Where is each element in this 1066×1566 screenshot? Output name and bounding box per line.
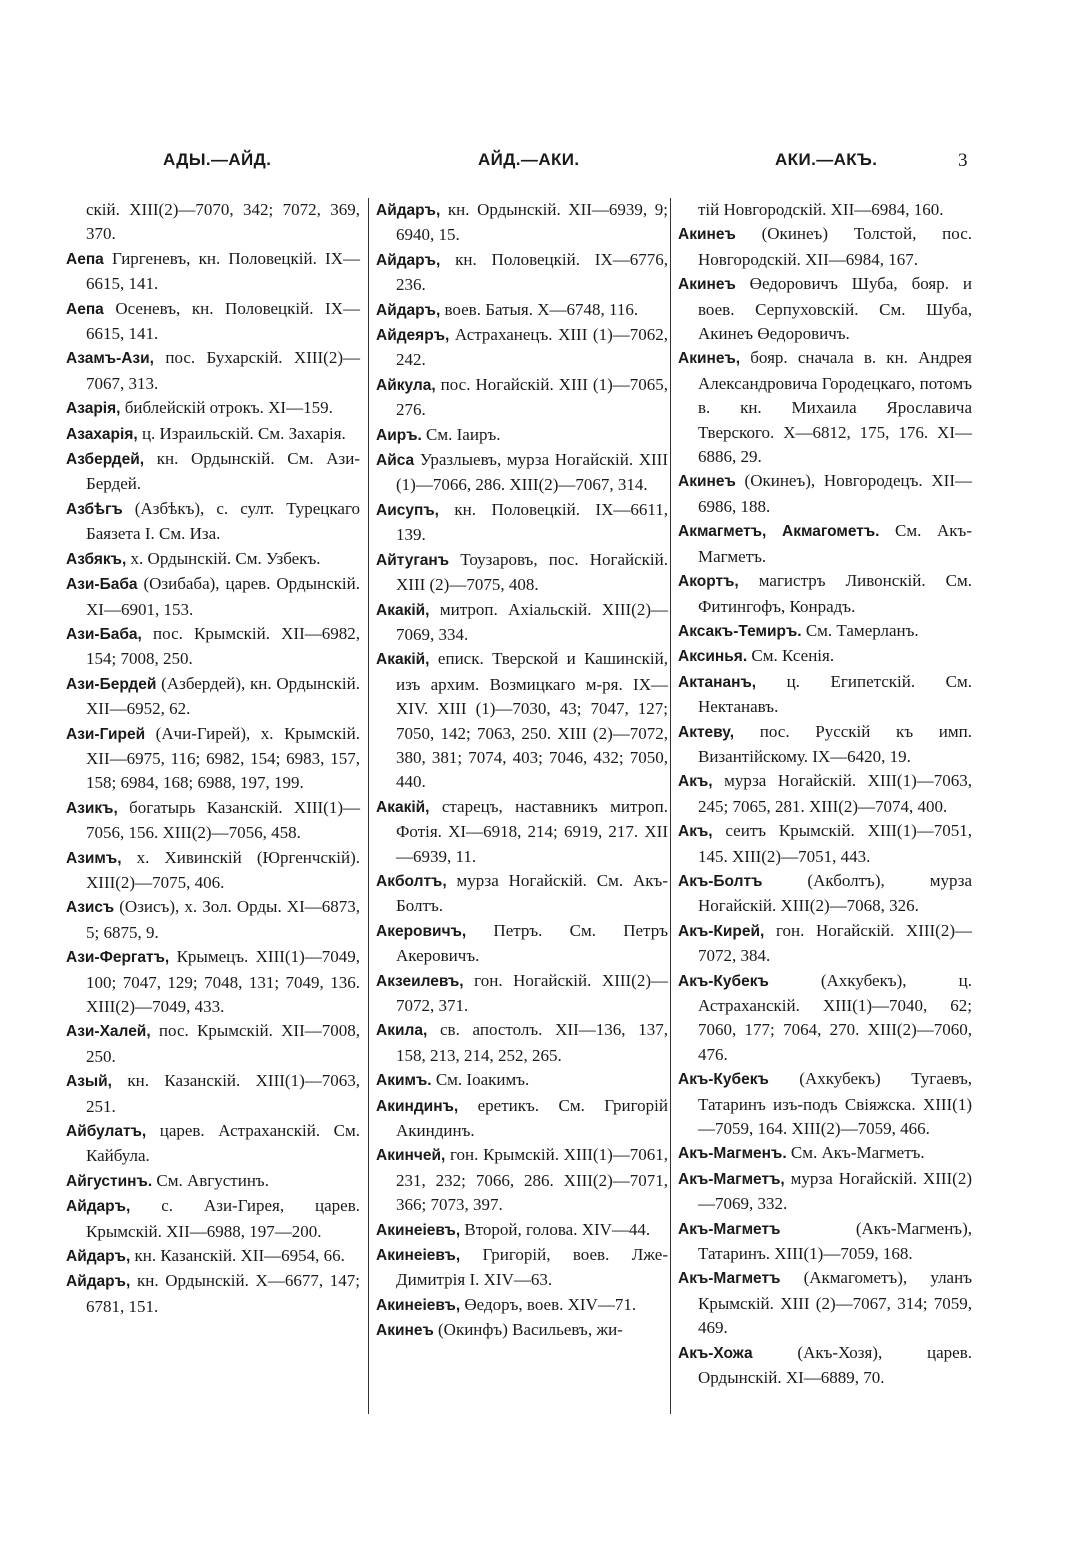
entry-text: (Окинеъ) Толстой, пос. Новгородскій. XII—6984, 167. — [698, 224, 972, 269]
entry-text: тій Новгородскій. XII—6984, 160. — [698, 200, 944, 219]
index-entry — [66, 1019, 360, 1069]
index-entry — [66, 1269, 360, 1319]
entry-text: кн. Половецкій. IX—6776, 236. — [396, 249, 668, 295]
entry-headword: Айдаръ, — [66, 1198, 131, 1216]
entry-headword: Акинеіевъ, — [376, 1247, 461, 1265]
entry-text: Крымецъ. XIII(1)—7049, 100; 7047, 129; 7048, 131; 7049, 136. XIII(2)—7049, 433. — [86, 947, 360, 1016]
index-entry — [376, 198, 668, 248]
entry-headword: Ази-Бердей — [66, 675, 157, 693]
entry-headword: Акъ-Кубекъ — [678, 972, 769, 990]
index-entry — [376, 298, 668, 323]
entry-text: кн. Ордынскій. X—6677, 147; 6781, 151. — [86, 1271, 360, 1316]
index-entry — [66, 422, 360, 447]
index-entry — [66, 346, 360, 396]
index-entry — [66, 572, 360, 622]
entry-text: кн. Казанскій. XII—6954, 66. — [130, 1246, 345, 1266]
index-entry-continuation — [678, 198, 972, 222]
entry-text: еписк. Тверской и Кашинскій, изъ архим. Возмицкаго м-ря. IX—XIV. XIII (1)—7030, 43; 7047, 127; 7050, 142; 7063, 250. XIII (2)—7072, 380, 381; 7074, 403; 7046, 432; 7050, 440. — [396, 649, 668, 792]
entry-headword: Акеровичъ, — [376, 922, 467, 940]
index-entry — [678, 1217, 972, 1267]
index-entry — [66, 622, 360, 672]
entry-text: См. Тамерланъ. — [801, 620, 919, 640]
entry-text: (Акъ-Магменъ), Татаринъ. XIII(1)—7059, 168. — [698, 1218, 972, 1264]
entry-text: богатырь Казанскій. XIII(1)—7056, 156. XIII(2)—7056, 458. — [86, 797, 360, 843]
entry-text: магистръ Ливонскій. См. Фитингофъ, Конрадъ. — [698, 571, 972, 616]
entry-headword: Акинеъ, — [678, 350, 741, 368]
entry-headword: Айбулатъ, — [66, 1123, 147, 1141]
index-entry — [66, 1069, 360, 1119]
index-entry — [66, 846, 360, 896]
entry-headword: Акъ, — [678, 823, 713, 841]
entry-headword: Азбердей, — [66, 451, 145, 469]
entry-text: Гиргеневъ, кн. Половецкій. IX—6615, 141. — [86, 248, 360, 294]
index-entry — [678, 519, 972, 569]
index-entry — [678, 1266, 972, 1340]
entry-headword: Акинеъ — [678, 276, 736, 294]
entry-headword: Акболтъ, — [376, 872, 447, 890]
entry-headword: Азикъ, — [66, 799, 118, 817]
entry-text: ц. Израильскій. См. Захарія. — [137, 423, 346, 443]
index-entry — [376, 1094, 668, 1144]
index-entry — [376, 248, 668, 298]
index-entry — [376, 869, 668, 919]
index-entry — [376, 1143, 668, 1217]
entry-text: Өедоръ, воев. XIV—71. — [460, 1294, 637, 1314]
entry-headword: Айса — [376, 452, 415, 470]
entry-headword: Айдаръ, — [66, 1273, 131, 1291]
entry-text: (Акмагометъ), уланъ Крымскій. XIII (2)—7067, 314; 7059, 469. — [698, 1268, 972, 1338]
entry-headword: Азахарія, — [66, 425, 138, 443]
running-head-left: АДЫ.—АЙД. — [163, 150, 272, 169]
entry-text: воев. Батыя. X—6748, 116. — [440, 299, 639, 319]
index-entry — [678, 346, 972, 469]
entry-headword: Акъ-Хожа — [678, 1344, 753, 1362]
entry-text: (Азбѣкъ), с. султ. Турецкаго Баязета I. См. Иза. — [86, 498, 360, 544]
entry-headword: Ази-Фергатъ, — [66, 949, 170, 967]
index-entry — [678, 644, 972, 669]
running-head — [0, 150, 1066, 176]
page-number: 3 — [958, 150, 968, 171]
entry-text: кн. Казанскій. XIII(1)—7063, 251. — [86, 1071, 360, 1116]
entry-text: ц. Египетскій. См. Нектанавъ. — [698, 671, 972, 717]
entry-headword: Акъ-Кубекъ — [678, 1071, 769, 1089]
index-entry — [66, 1169, 360, 1194]
entry-headword: Айдаръ, — [66, 1248, 131, 1266]
index-entry — [678, 469, 972, 519]
entry-headword: Акимъ. — [376, 1072, 432, 1090]
index-entry — [678, 869, 972, 919]
index-entry — [678, 569, 972, 619]
entry-headword: Акъ-Магметъ, — [678, 1170, 785, 1188]
entry-headword: Айдаръ, — [376, 251, 441, 269]
entry-headword: Акинеъ — [678, 473, 736, 491]
entry-text: еретикъ. См. Григорій Акиндинъ. — [396, 1095, 668, 1141]
entry-headword: Акортъ, — [678, 573, 739, 591]
entry-text: царев. Астраханскій. См. Кайбула. — [86, 1121, 360, 1166]
entry-headword: Акинеіевъ, — [376, 1296, 461, 1314]
index-entry — [678, 769, 972, 819]
entry-headword: Аксакъ-Темиръ. — [678, 622, 802, 640]
entry-text: См. Іаиръ. — [421, 424, 501, 444]
index-entry — [376, 647, 668, 794]
index-entry — [376, 423, 668, 448]
entry-text: мурза Ногайскій. XIII(2)—7069, 332. — [698, 1168, 972, 1214]
entry-text: библейскій отрокъ. XI—159. — [120, 398, 333, 418]
index-entry — [376, 1068, 668, 1093]
entry-headword: Аиръ. — [376, 426, 422, 444]
entry-text: Өедоровичъ Шуба, бояр. и воев. Серпуховскій. См. Шуба, Акинеъ Өедоровичъ. — [698, 274, 972, 344]
entry-text: бояр. сначала в. кн. Андрея Александровича Городецкаго, потомъ в. кн. Михаила Ярославича Тверского. X—6812, 175, 176. XI—6886, 29. — [698, 348, 972, 467]
index-entry — [376, 1018, 668, 1068]
entry-text: гон. Ногайскій. XIII(2)—7072, 371. — [396, 970, 668, 1015]
entry-text: (Озибаба), царев. Ордынскій. XI—6901, 153. — [86, 574, 360, 619]
entry-headword: Акиндинъ, — [376, 1097, 459, 1115]
index-entry — [376, 1243, 668, 1293]
entry-headword: Ази-Баба — [66, 576, 138, 594]
index-entry — [376, 498, 668, 548]
index-entry — [66, 247, 360, 297]
index-entry-continuation — [66, 198, 360, 247]
index-entry — [376, 1293, 668, 1318]
entry-text: См. Акъ-Магметъ. — [698, 521, 972, 566]
entry-text: скій. XIII(2)—7070, 342; 7072, 369, 370. — [86, 200, 360, 244]
entry-headword: Акъ-Магменъ. — [678, 1145, 787, 1163]
entry-headword: Азбѣгъ — [66, 500, 123, 518]
entry-text: пос. Ногайскій. XIII (1)—7065, 276. — [396, 374, 668, 420]
index-entry — [376, 373, 668, 423]
entry-text: См. Акъ-Магметъ. — [786, 1143, 925, 1163]
entry-text: См. Ксенія. — [747, 646, 835, 666]
entry-text: (Акъ-Хозя), царев. Ордынскій. XI—6889, 70. — [698, 1342, 972, 1388]
index-entry — [678, 819, 972, 869]
entry-headword: Аепа — [66, 250, 104, 268]
entry-text: кн. Ордынскій. XII—6939, 9; 6940, 15. — [396, 200, 668, 245]
entry-headword: Ази-Гирей — [66, 725, 146, 743]
index-entry — [678, 670, 972, 720]
entry-headword: Акинеъ — [376, 1322, 434, 1340]
entry-text: Петръ. См. Петръ Акеровичъ. — [396, 920, 668, 966]
entry-headword: Акинеіевъ, — [376, 1221, 461, 1239]
entry-headword: Айтуганъ — [376, 551, 450, 569]
index-entry — [66, 447, 360, 497]
entry-headword: Акъ, — [678, 773, 713, 791]
entry-headword: Айкула, — [376, 376, 436, 394]
column-divider — [368, 198, 369, 1414]
entry-text: (Акболтъ), мурза Ногайскій. XIII(2)—7068, 326. — [698, 870, 972, 916]
entry-text: (Окинеъ), Новгородецъ. XII—6986, 188. — [698, 471, 972, 516]
index-entry — [376, 919, 668, 969]
entry-headword: Акакій, — [376, 798, 430, 816]
index-entry — [376, 548, 668, 598]
entry-text: Астраханецъ. XIII (1)—7062, 242. — [396, 325, 668, 370]
entry-text: Уразлыевъ, мурза Ногайскій. XIII (1)—7066, 286. XIII(2)—7067, 314. — [396, 450, 668, 495]
entry-headword: Акакій, — [376, 651, 430, 669]
entry-headword: Азамъ-Ази, — [66, 350, 154, 368]
entry-text: х. Ордынскій. См. Узбекъ. — [126, 548, 321, 568]
entry-headword: Акъ-Магметъ — [678, 1220, 781, 1238]
entry-headword: Акъ-Магметъ — [678, 1270, 781, 1288]
index-entry — [678, 1341, 972, 1391]
index-entry — [66, 1119, 360, 1169]
entry-headword: Акинеъ — [678, 226, 736, 244]
entry-text: кн. Ордынскій. См. Ази-Бердей. — [86, 449, 360, 494]
entry-text: (Озисъ), х. Зол. Орды. XI—6873, 5; 6875, 9. — [86, 897, 360, 942]
index-entry — [66, 547, 360, 572]
entry-text: (Ахкубекъ) Тугаевъ, Татаринъ изъ-подъ Свіяжска. XIII(1)—7059, 164. XIII(2)—7059, 466. — [698, 1069, 972, 1139]
index-entry — [376, 795, 668, 869]
entry-headword: Аксинья. — [678, 648, 748, 666]
index-entry — [376, 323, 668, 373]
column-divider — [670, 198, 671, 1414]
entry-headword: Акакій, — [376, 601, 430, 619]
column-right — [678, 198, 972, 1391]
entry-text: пос. Крымскій. XII—6982, 154; 7008, 250. — [86, 623, 360, 669]
entry-headword: Аисупъ, — [376, 501, 439, 519]
entry-text: гон. Крымскій. XIII(1)—7061, 231, 232; 7066, 286. XIII(2)—7071, 366; 7073, 397. — [396, 1145, 668, 1215]
index-entry — [678, 919, 972, 969]
index-entry — [66, 497, 360, 547]
entry-text: гон. Ногайскій. XIII(2)—7072, 384. — [698, 920, 972, 966]
entry-text: сеитъ Крымскій. XIII(1)—7051, 145. XIII(2)—7051, 443. — [698, 821, 972, 866]
index-entry — [66, 396, 360, 421]
entry-headword: Азый, — [66, 1073, 112, 1091]
entry-text: Второй, голова. XIV—44. — [460, 1219, 651, 1239]
entry-text: х. Хивинскій (Юргенчскій). XIII(2)—7075, 406. — [86, 847, 360, 892]
index-entry — [678, 720, 972, 770]
entry-text: (Ахкубекъ), ц. Астраханскій. XIII(1)—7040, 62; 7060, 177; 7064, 270. XIII(2)—7060, 476. — [698, 970, 972, 1064]
entry-text: Осеневъ, кн. Половецкій. IX—6615, 141. — [86, 298, 360, 344]
index-entry — [66, 945, 360, 1019]
index-entry — [678, 272, 972, 346]
index-entry — [376, 1318, 668, 1343]
entry-text: мурза Ногайскій. См. Акъ-Болтъ. — [396, 870, 668, 916]
entry-text: пос. Крымскій. XII—7008, 250. — [86, 1021, 360, 1066]
entry-headword: Акъ-Болтъ — [678, 872, 763, 890]
entry-text: митроп. Ахіальскій. XIII(2)—7069, 334. — [396, 599, 668, 644]
entry-text: (Азбердей), кн. Ордынскій. XII—6952, 62. — [86, 673, 360, 719]
running-head-right: АКИ.—АКЪ. — [775, 150, 878, 169]
index-entry — [678, 1067, 972, 1141]
column-middle — [376, 198, 668, 1344]
entry-text: Тоузаровъ, пос. Ногайскій. XIII (2)—7075, 408. — [396, 549, 668, 595]
entry-text: (Ачи-Гирей), х. Крымскій. XII—6975, 116; 6982, 154; 6983, 157, 158; 6984, 168; 6988, 197, 199. — [86, 723, 360, 793]
index-entry — [66, 796, 360, 846]
entry-headword: Айдаръ, — [376, 301, 441, 319]
entry-headword: Ази-Баба, — [66, 625, 142, 643]
entry-text: Григорій, воев. Лже-Димитрія I. XIV—63. — [396, 1245, 668, 1290]
entry-headword: Айдаръ, — [376, 202, 441, 219]
index-entry — [678, 619, 972, 644]
index-entry — [376, 448, 668, 498]
entry-text: с. Ази-Гирея, царев. Крымскій. XII—6988, 197—200. — [86, 1196, 360, 1241]
column-left — [66, 198, 360, 1319]
entry-text: (Окинфъ) Васильевъ, жи- — [433, 1320, 623, 1340]
entry-text: старецъ, наставникъ митроп. Фотія. XI—6918, 214; 6919, 217. XII—6939, 11. — [396, 796, 668, 866]
entry-text: св. апостолъ. XII—136, 137, 158, 213, 214, 252, 265. — [396, 1020, 668, 1065]
index-entry — [376, 969, 668, 1019]
index-entry — [66, 1194, 360, 1244]
entry-headword: Айгустинъ. — [66, 1172, 153, 1190]
entry-headword: Актананъ, — [678, 673, 757, 691]
index-entry — [678, 969, 972, 1068]
index-entry — [66, 1244, 360, 1269]
entry-text: пос. Русскій къ имп. Византійскому. IX—6420, 19. — [698, 721, 972, 766]
entry-headword: Ази-Халей, — [66, 1023, 151, 1041]
entry-headword: Актеву, — [678, 723, 735, 741]
entry-headword: Акъ-Кирей, — [678, 922, 765, 940]
entry-headword: Аепа — [66, 300, 104, 318]
index-entry — [376, 598, 668, 648]
running-head-center: АЙД.—АКИ. — [478, 150, 580, 169]
index-entry — [66, 722, 360, 796]
entry-text: См. Іоакимъ. — [431, 1070, 530, 1090]
index-entry — [678, 1141, 972, 1166]
entry-headword: Азбякъ, — [66, 550, 127, 568]
entry-headword: Айдеяръ, — [376, 327, 450, 345]
entry-headword: Азисъ — [66, 899, 115, 917]
entry-headword: Акинчей, — [376, 1147, 446, 1165]
entry-text: мурза Ногайскій. XIII(1)—7063, 245; 7065, 281. XIII(2)—7074, 400. — [698, 771, 972, 816]
entry-text: кн. Половецкій. IX—6611, 139. — [396, 499, 668, 545]
index-entry — [66, 297, 360, 347]
index-entry — [678, 1167, 972, 1217]
index-entry — [66, 672, 360, 722]
entry-headword: Акмагметъ, Акмагометъ. — [678, 523, 880, 541]
index-entry — [66, 895, 360, 945]
entry-headword: Азарія, — [66, 400, 121, 418]
index-entry — [678, 222, 972, 272]
entry-text: пос. Бухарскій. XIII(2)—7067, 313. — [86, 348, 360, 393]
entry-headword: Азимъ, — [66, 849, 122, 867]
entry-text: См. Августинъ. — [152, 1170, 269, 1190]
index-entry — [376, 1218, 668, 1243]
entry-headword: Акзеилевъ, — [376, 972, 464, 990]
entry-headword: Акила, — [376, 1022, 428, 1040]
